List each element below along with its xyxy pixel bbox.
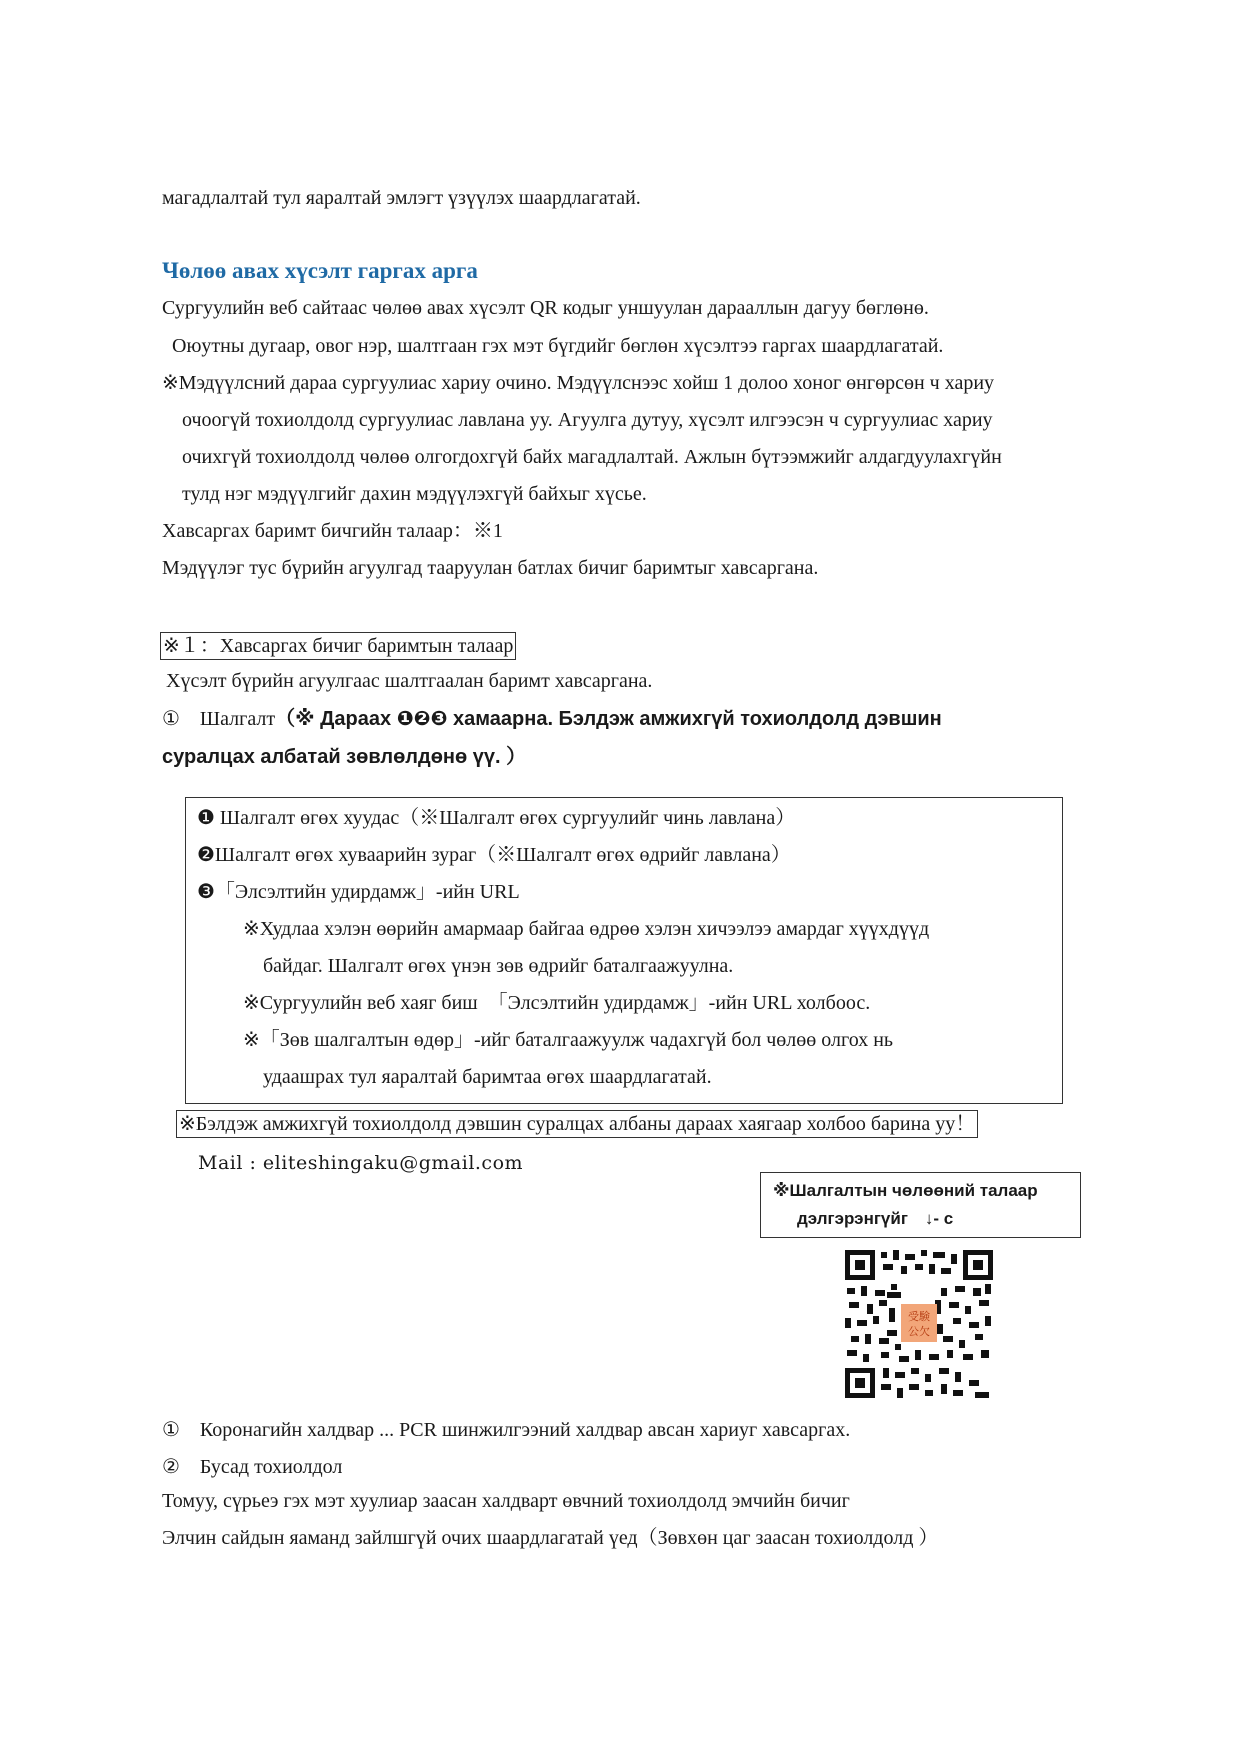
qr-caption-box	[760, 1172, 1081, 1238]
note-line: тулд нэг мэдүүлгийг дахин мэдүүлэхгүй байхыг хүсье.	[182, 483, 647, 505]
contact-note-box: ※Бэлдэж амжихгүй тохиолдолд дэвшин суралцах албаны дараах хаягаар холбоо барина уу！	[176, 1110, 978, 1138]
paragraph-line: Мэдүүлэг тус бүрийн агуулгад тааруулан батлах бичиг баримтыг хавсаргана.	[162, 557, 819, 579]
paragraph-line: Оюутны дугаар, овог нэр, шалтгаан гэх мэт бүгдийг бөглөн хүсэлтээ гаргах шаардлагатай.	[172, 335, 944, 357]
email-address[interactable]: Mail : eliteshingaku@gmail.com	[198, 1152, 524, 1174]
box-line: ※「Зөв шалгалтын өдөр」-ийг баталгаажуулж чадахгүй бол чөлөө олгох нь	[243, 1029, 894, 1051]
list-item	[162, 706, 942, 732]
list-item-label: ① Шалгалт	[162, 708, 276, 730]
list-item: ① Коронагийн халдвар ... PCR шинжилгээний халдвар авсан хариуг хавсаргах.	[162, 1419, 851, 1441]
qr-badge-text: 公欠	[908, 1325, 930, 1338]
paragraph-line: Томуу, сүрьеэ гэх мэт хуулиар заасан халдварт өвчний тохиолдолд эмчийн бичиг	[162, 1490, 850, 1512]
box-line: ※Худлаа хэлэн өөрийн амармаар байгаа өдрөө хэлэн хичээлээ амардаг хүүхдүүд	[243, 918, 930, 940]
paragraph-line: магадлалтай тул яаралтай эмлэгт үзүүлэх шаардлагатай.	[162, 187, 641, 209]
box-line: байдаг. Шалгалт өгөх үнэн зөв өдрийг баталгаажуулна.	[263, 955, 734, 977]
list-item-bold-note: суралцах албатай зөвлөлдөнө үү. ）	[162, 746, 527, 768]
box-line: ❷Шалгалт өгөх хуваарийн зураг（※Шалгалт өгөх өдрийг лавлана）	[197, 844, 791, 866]
qr-badge-text: 受験	[908, 1310, 930, 1323]
footnote-label-box: ※１：Хавсаргах бичиг баримтын талаар	[160, 632, 516, 660]
section-heading: Чөлөө авах хүсэлт гаргах арга	[162, 258, 478, 283]
box-line: ❸「Элсэлтийн удирдамж」-ийн URL	[197, 881, 520, 903]
list-item: ② Бусад тохиолдол	[162, 1456, 343, 1478]
paragraph-line: Хүсэлт бүрийн агуулгаас шалтгаалан баримт хавсаргана.	[166, 670, 653, 692]
qr-caption-line: дэлгэрэнгүйг ↓- с	[797, 1209, 954, 1228]
qr-code[interactable]	[845, 1250, 993, 1398]
qr-caption-line: ※Шалгалтын чөлөөний талаар	[773, 1181, 1038, 1200]
box-line: ※Сургуулийн веб хаяг биш 「Элсэлтийн удирдамж」-ийн URL холбоос.	[243, 992, 871, 1014]
note-line: ※Мэдүүлсний дараа сургуулиас хариу очино. Мэдүүлснээс хойш 1 долоо хоног өнгөрсөн ч хариу	[162, 372, 995, 394]
box-line: удаашрах тул яаралтай баримтаа өгөх шаардлагатай.	[263, 1066, 712, 1088]
paragraph-line: Хавсаргах баримт бичгийн талаар：※1	[162, 520, 503, 542]
list-item-bold-note: （※ Дараах ❶❷❸ хамаарна. Бэлдэж амжихгүй тохиолдолд дэвшин	[275, 708, 942, 730]
note-line: очихгүй тохиолдолд чөлөө олгогдохгүй байх магадлалтай. Ажлын бүтээмжийг алдагдуулахгүйн	[182, 446, 1002, 468]
paragraph-line: Элчин сайдын яаманд зайлшгүй очих шаардлагатай үед（Зөвхөн цаг заасан тохиолдолд ）	[162, 1527, 939, 1549]
paragraph-line: Сургуулийн веб сайтаас чөлөө авах хүсэлт QR кодыг уншуулан дарааллын дагуу бөглөнө.	[162, 297, 929, 319]
note-line: очоогүй тохиолдолд сургуулиас лавлана уу. Агуулга дутуу, хүсэлт илгээсэн ч сургуулиас хариу	[182, 409, 993, 431]
box-line: ❶ Шалгалт өгөх хуудас（※Шалгалт өгөх сургуулийг чинь лавлана）	[197, 807, 796, 829]
